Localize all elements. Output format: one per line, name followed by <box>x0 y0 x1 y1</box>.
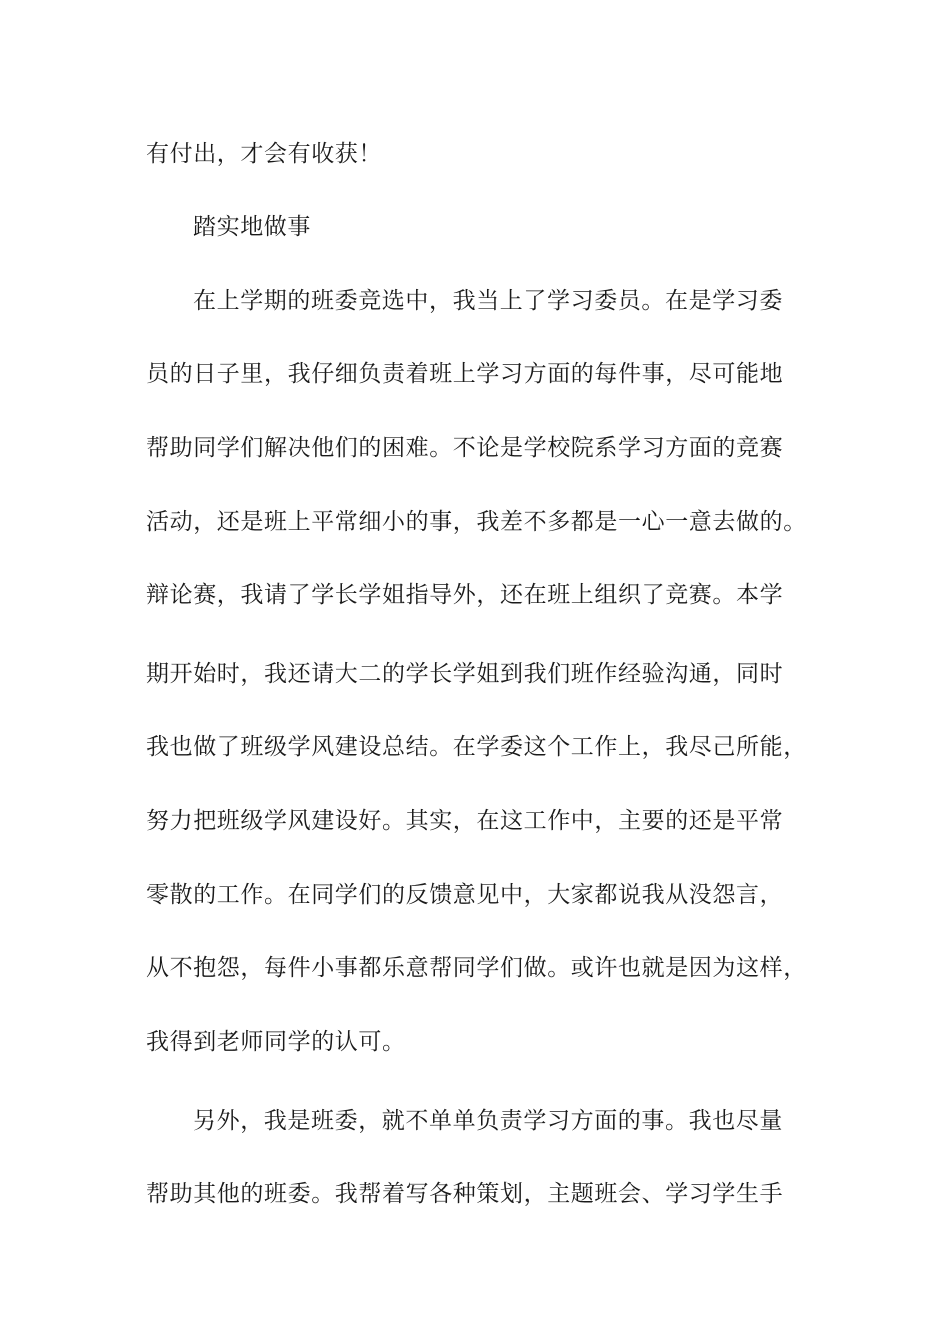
paragraph-line: 我得到老师同学的认可。 <box>146 1029 406 1055</box>
paragraph-line: 在上学期的班委竞选中，我当上了学习委员。在是学习委 <box>193 288 783 314</box>
paragraph-line: 活动，还是班上平常细小的事，我差不多都是一心一意去做的。 <box>146 509 807 535</box>
paragraph-line: 辩论赛，我请了学长学姐指导外，还在班上组织了竞赛。本学 <box>146 582 784 608</box>
paragraph-line: 努力把班级学风建设好。其实，在这工作中，主要的还是平常 <box>146 808 784 834</box>
paragraph-line: 帮助同学们解决他们的困难。不论是学校院系学习方面的竞赛 <box>146 435 784 461</box>
paragraph-line: 零散的工作。在同学们的反馈意见中，大家都说我从没怨言， <box>146 882 784 908</box>
paragraph-line: 员的日子里，我仔细负责着班上学习方面的每件事，尽可能地 <box>146 361 784 387</box>
section-heading: 踏实地做事 <box>193 214 311 240</box>
paragraph-line: 帮助其他的班委。我帮着写各种策划，主题班会、学习学生手 <box>146 1181 784 1207</box>
paragraph-line: 有付出，才会有收获！ <box>146 141 382 167</box>
paragraph-line: 从不抱怨，每件小事都乐意帮同学们做。或许也就是因为这样， <box>146 955 807 981</box>
paragraph-line: 期开始时，我还请大二的学长学姐到我们班作经验沟通，同时 <box>146 661 784 687</box>
paragraph-line: 我也做了班级学风建设总结。在学委这个工作上，我尽己所能， <box>146 734 807 760</box>
paragraph-line: 另外，我是班委，就不单单负责学习方面的事。我也尽量 <box>193 1108 783 1134</box>
